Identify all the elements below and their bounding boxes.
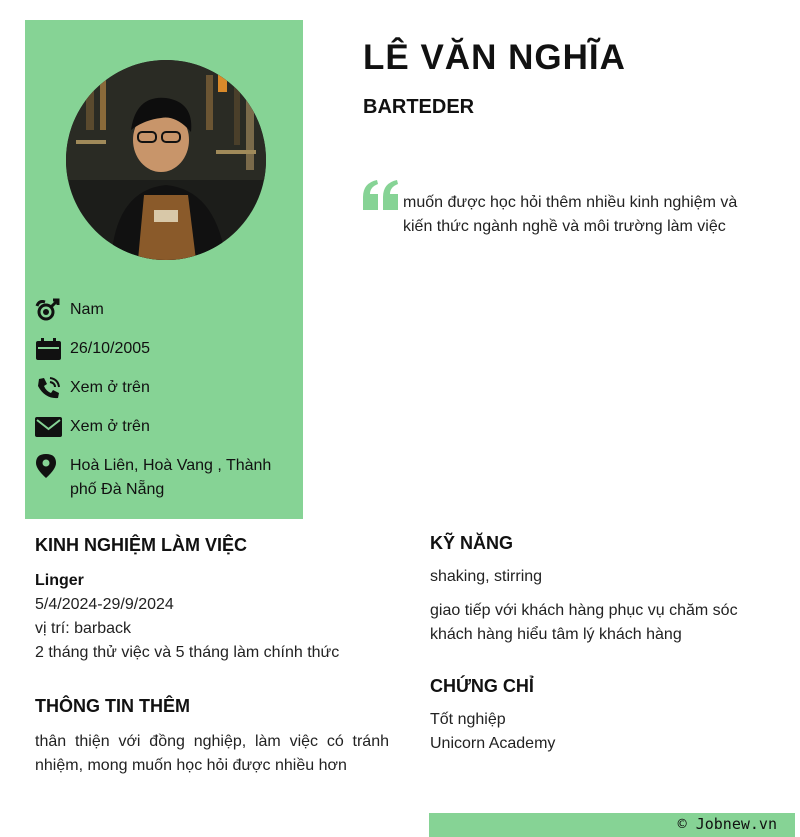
contact-list xyxy=(35,298,297,517)
calendar-icon xyxy=(35,337,62,361)
envelope-icon xyxy=(35,415,62,439)
work-description: 2 tháng thử việc và 5 tháng làm chính thức xyxy=(35,644,340,661)
quote-icon xyxy=(363,180,399,210)
sidebar xyxy=(25,20,303,519)
contact-address xyxy=(35,454,297,502)
job-title: BARTEDER xyxy=(363,96,475,118)
contact-email xyxy=(35,415,297,439)
additional-info-title: THÔNG TIN THÊM xyxy=(35,696,190,716)
certificate-issuer: Unicorn Academy xyxy=(430,735,556,752)
certificates-section-title: CHỨNG CHỈ xyxy=(430,676,534,696)
skill-item: giao tiếp với khách hàng phục vụ chăm sóc khách hàng hiểu tâm lý khách hàng xyxy=(430,602,738,643)
gender-icon xyxy=(35,298,62,322)
contact-birthday xyxy=(35,337,297,361)
candidate-name: LÊ VĂN NGHĨA xyxy=(363,38,626,77)
address-text: Hoà Liên, Hoà Vang , Thành phố Đà Nẵng xyxy=(70,457,272,498)
experience-section-title: KINH NGHIỆM LÀM VIỆC xyxy=(35,535,248,555)
avatar xyxy=(66,60,266,260)
contact-phone xyxy=(35,376,297,400)
skills-section-title: KỸ NĂNG xyxy=(430,533,514,553)
experience-section xyxy=(35,569,395,665)
additional-info-section xyxy=(35,730,389,778)
phone-icon xyxy=(35,376,62,400)
company-name: Linger xyxy=(35,572,84,589)
email-text: Xem ở trên xyxy=(70,418,150,435)
work-position: vị trí: barback xyxy=(35,620,132,637)
location-pin-icon xyxy=(35,454,62,478)
additional-info-text: thân thiện với đồng nghiệp, làm việc có tránh nhiệm, mong muốn học hỏi được nhiều hơn xyxy=(35,733,389,774)
gender-text: Nam xyxy=(70,301,104,318)
contact-gender xyxy=(35,298,297,322)
footer-copyright[interactable]: © Jobnew.vn xyxy=(677,815,777,833)
birthday-text: 26/10/2005 xyxy=(70,340,151,357)
phone-text: Xem ở trên xyxy=(70,379,150,396)
work-period: 5/4/2024-29/9/2024 xyxy=(35,596,174,613)
footer-bar xyxy=(429,813,795,837)
skills-section xyxy=(430,565,775,647)
career-objective: muốn được học hỏi thêm nhiều kinh nghiệm và kiến thức ngành nghề và môi trường làm việc xyxy=(403,194,738,235)
certificate-name: Tốt nghiệp xyxy=(430,711,506,728)
certificates-section xyxy=(430,708,775,756)
skill-item: shaking, stirring xyxy=(430,568,543,585)
